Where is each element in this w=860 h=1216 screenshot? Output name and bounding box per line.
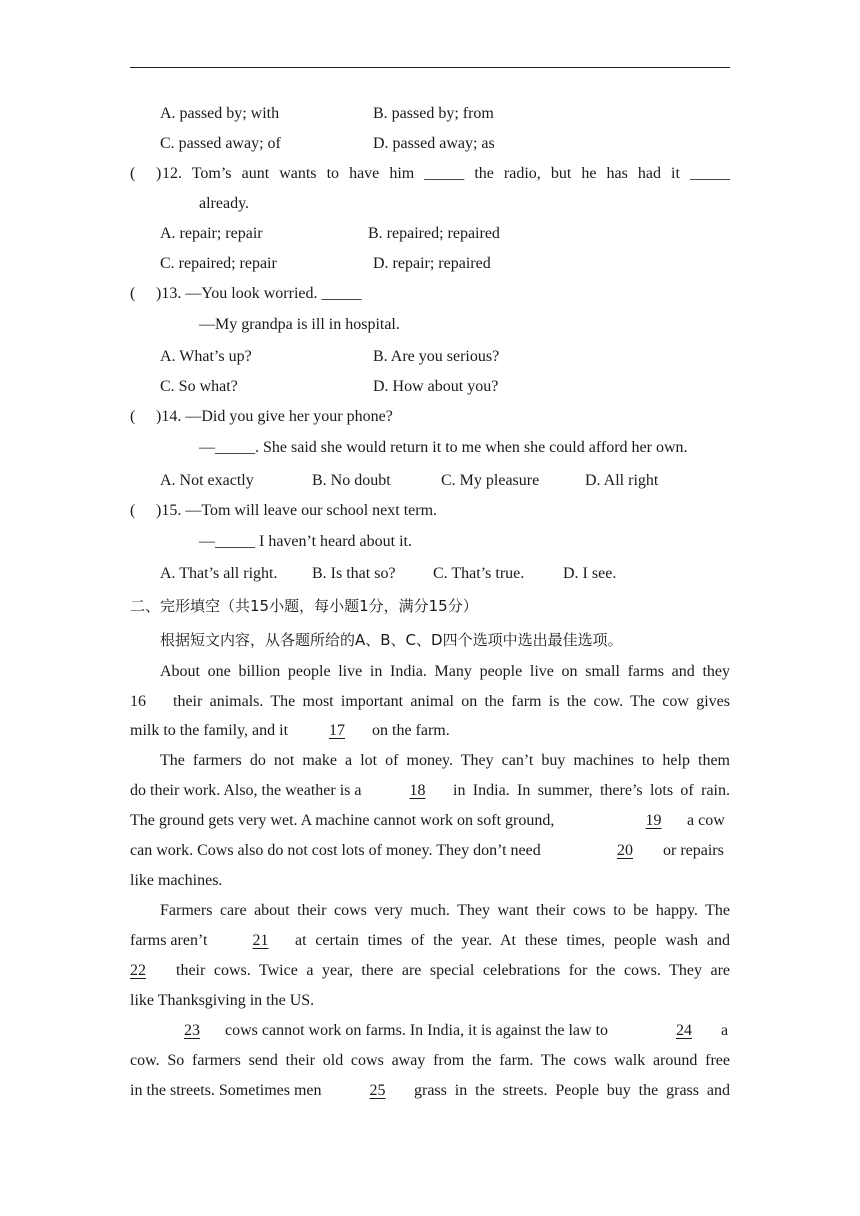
q11-option-c: C. passed away; of [160,135,281,152]
passage-line: Farmers care about their cows very much. They want their cows to be happy. The [160,902,730,919]
q15-option-b: B. Is that so? [312,565,396,582]
passage-line: or repairs [663,842,724,859]
q14-option-d: D. All right [585,472,659,489]
header-rule [130,67,730,68]
passage-line: The ground gets very wet. A machine cannot work on soft ground, [130,812,555,829]
q15-option-a: A. That’s all right. [160,565,278,582]
q14-stem: )14. —Did you give her your phone? [156,408,393,425]
q14-paren: ( [130,408,136,425]
q12-option-a: A. repair; repair [160,225,263,242]
blank-16: 16 [130,693,146,710]
q14-option-a: A. Not exactly [160,472,254,489]
q13-option-c: C. So what? [160,378,238,395]
q13-option-a: A. What’s up? [160,348,252,365]
section-heading: 二、完形填空（共15小题，每小题1分，满分15分） [130,597,478,615]
passage-line: milk to the family, and it [130,722,289,739]
passage-line: their cows. Twice a year, there are special celebrations for the cows. They are [176,962,730,979]
q11-option-a: A. passed by; with [160,105,280,122]
passage-line: in India. In summer, there’s lots of rain. [453,782,730,799]
q15-stem: )15. —Tom will leave our school next term. [156,502,438,519]
passage-line: a cow [687,812,725,829]
q15-option-d: D. I see. [563,565,617,582]
q12-option-b: B. repaired; repaired [368,225,500,242]
blank-24: 24 [676,1022,692,1039]
q12-paren-close: ) [156,165,162,182]
passage-line: can work. Cows also do not cost lots of money. They don’t need [130,842,541,859]
q15-option-c: C. That’s true. [433,565,525,582]
q14-option-c: C. My pleasure [441,472,540,489]
passage-line: cows cannot work on farms. In India, it is against the law to [225,1022,609,1039]
passage-line: like machines. [130,872,223,889]
blank-19: 19 [645,812,662,829]
blank-22: 22 [130,962,146,979]
q12-stem: 12. Tom’s aunt wants to have him _____ the radio, but he has had it _____ [162,165,730,182]
q11-option-d: D. passed away; as [373,135,495,152]
passage-line: at certain times of the year. At these times, people wash and [295,932,730,949]
passage-line: like Thanksgiving in the US. [130,992,315,1009]
passage-line: do their work. Also, the weather is a [130,782,362,799]
q14-reply: —_____. She said she would return it to me when she could afford her own. [199,439,688,456]
passage-line: on the farm. [372,722,450,739]
q12-stem-cont: already. [199,195,250,212]
q12-paren: ( [130,165,136,182]
q13-option-d: D. How about you? [373,378,499,395]
blank-17: 17 [329,722,345,739]
passage-line: a [721,1022,729,1039]
passage-line: grass in the streets. People buy the grass and [414,1082,730,1099]
passage-line: About one billion people live in India. Many people live on small farms and they [160,663,730,680]
q11-option-b: B. passed by; from [373,105,494,122]
blank-20: 20 [617,842,633,859]
q13-reply: —My grandpa is ill in hospital. [199,316,400,333]
blank-18: 18 [409,782,426,799]
passage-line: farms aren’t [130,932,208,949]
passage-line: in the streets. Sometimes men [130,1082,322,1099]
q14-option-b: B. No doubt [312,472,391,489]
q15-paren: ( [130,502,136,519]
passage-line: The farmers do not make a lot of money. They can’t buy machines to help them [160,752,730,769]
blank-23: 23 [184,1022,200,1039]
q13-paren: ( [130,285,136,302]
passage-line: their animals. The most important animal on the farm is the cow. The cow gives [173,693,730,710]
q12-option-d: D. repair; repaired [373,255,491,272]
blank-21: 21 [252,932,269,949]
q13-stem: )13. —You look worried. _____ [156,285,362,302]
passage-line: cow. So farmers send their old cows away from the farm. The cows walk around free [130,1052,730,1069]
q15-reply: —_____ I haven’t heard about it. [199,533,412,550]
blank-25: 25 [369,1082,386,1099]
q12-option-c: C. repaired; repair [160,255,277,272]
section-instruction: 根据短文内容，从各题所给的A、B、C、D四个选项中选出最佳选项。 [160,631,623,649]
q13-option-b: B. Are you serious? [373,348,500,365]
